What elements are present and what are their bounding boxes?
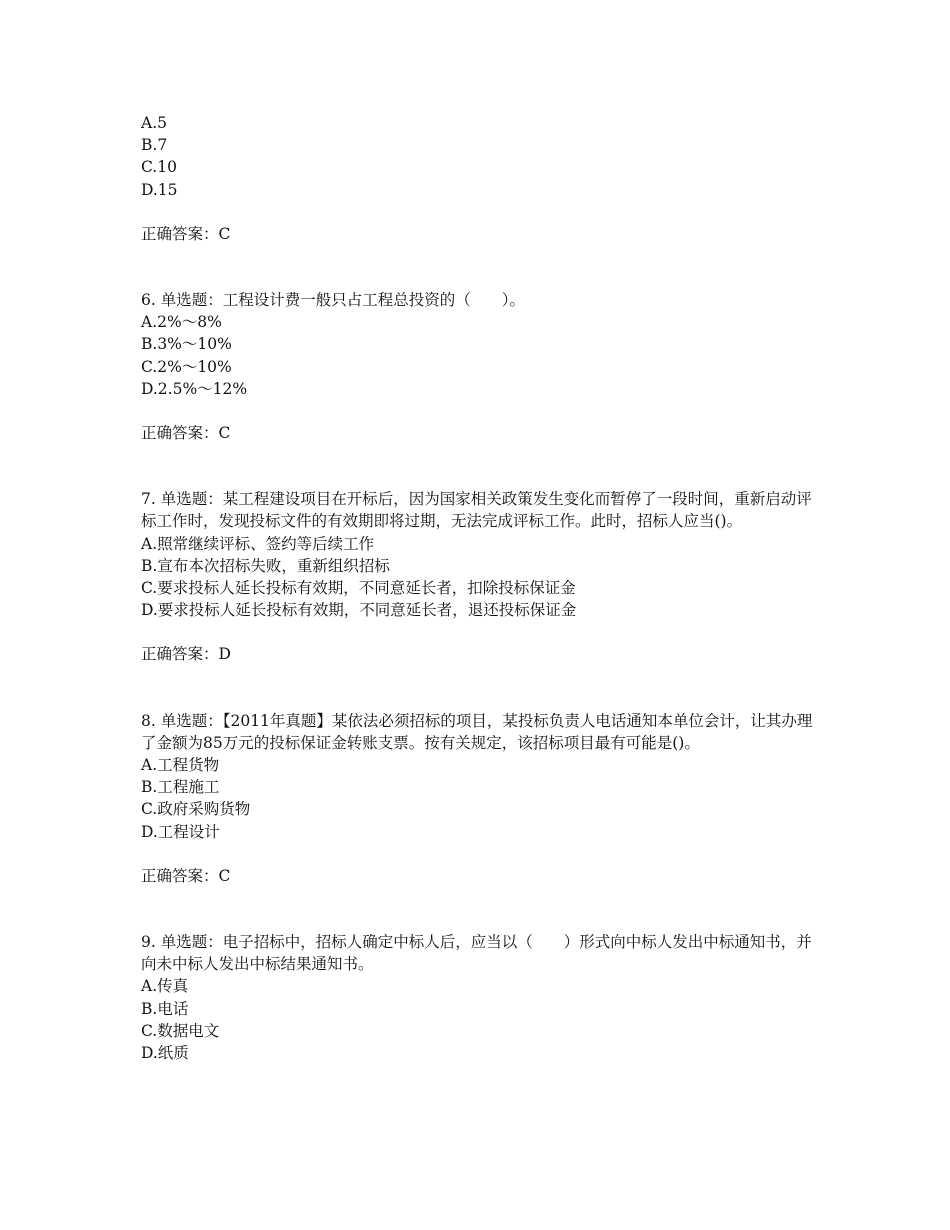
correct-answer: 正确答案：C xyxy=(141,224,231,243)
option-d: D.纸质 xyxy=(141,1044,189,1063)
option-a: A.照常继续评标、签约等后续工作 xyxy=(141,534,375,553)
option-a: A.传真 xyxy=(141,977,189,996)
option-b: B.电话 xyxy=(141,999,189,1018)
question-6 xyxy=(141,289,821,444)
question-8 xyxy=(141,710,821,887)
correct-answer: 正确答案：C xyxy=(141,424,231,443)
option-b: B.3%～10% xyxy=(141,335,232,354)
option-c: C.数据电文 xyxy=(141,1021,220,1040)
question-7 xyxy=(141,488,821,665)
option-b: B.宣布本次招标失败，重新组织招标 xyxy=(141,556,390,575)
option-b: B.工程施工 xyxy=(141,778,220,797)
correct-answer: 正确答案：D xyxy=(141,645,231,664)
option-a: A.工程货物 xyxy=(141,756,220,775)
question-9 xyxy=(141,931,821,1064)
option-c: C.政府采购货物 xyxy=(141,800,251,819)
correct-answer: 正确答案：C xyxy=(141,866,231,885)
option-d: D.15 xyxy=(141,180,178,199)
question-stem: 6. 单选题：工程设计费一般只占工程总投资的（ ）。 xyxy=(141,291,525,310)
option-c: C.2%～10% xyxy=(141,357,232,376)
question-stem: 8. 单选题：【2011年真题】某依法必须招标的项目，某投标负责人电话通知本单位会计，让其办理了金额为85万元的投标保证金转账支票。按有关规定，该招标项目最有可能是()。 xyxy=(141,711,813,752)
question-stem: 7. 单选题：某工程建设项目在开标后，因为国家相关政策发生变化而暂停了一段时间，重新启动评标工作时，发现投标文件的有效期即将过期，无法完成评标工作。此时，招标人应当()。 xyxy=(141,490,812,531)
question-stem: 9. 单选题：电子招标中，招标人确定中标人后，应当以（ ）形式向中标人发出中标通知书，并向未中标人发出中标结果通知书。 xyxy=(141,933,812,974)
option-c: C.要求投标人延长投标有效期，不同意延长者，扣除投标保证金 xyxy=(141,579,576,598)
option-d: D.工程设计 xyxy=(141,822,220,841)
question-5 xyxy=(141,112,821,245)
option-d: D.要求投标人延长投标有效期，不同意延长者，退还投标保证金 xyxy=(141,601,577,620)
option-a: A.2%～8% xyxy=(141,313,222,332)
document-body xyxy=(141,112,821,1064)
option-a: A.5 xyxy=(141,114,167,132)
option-b: B.7 xyxy=(141,136,168,155)
option-d: D.2.5%～12% xyxy=(141,379,248,398)
option-c: C.10 xyxy=(141,158,177,177)
